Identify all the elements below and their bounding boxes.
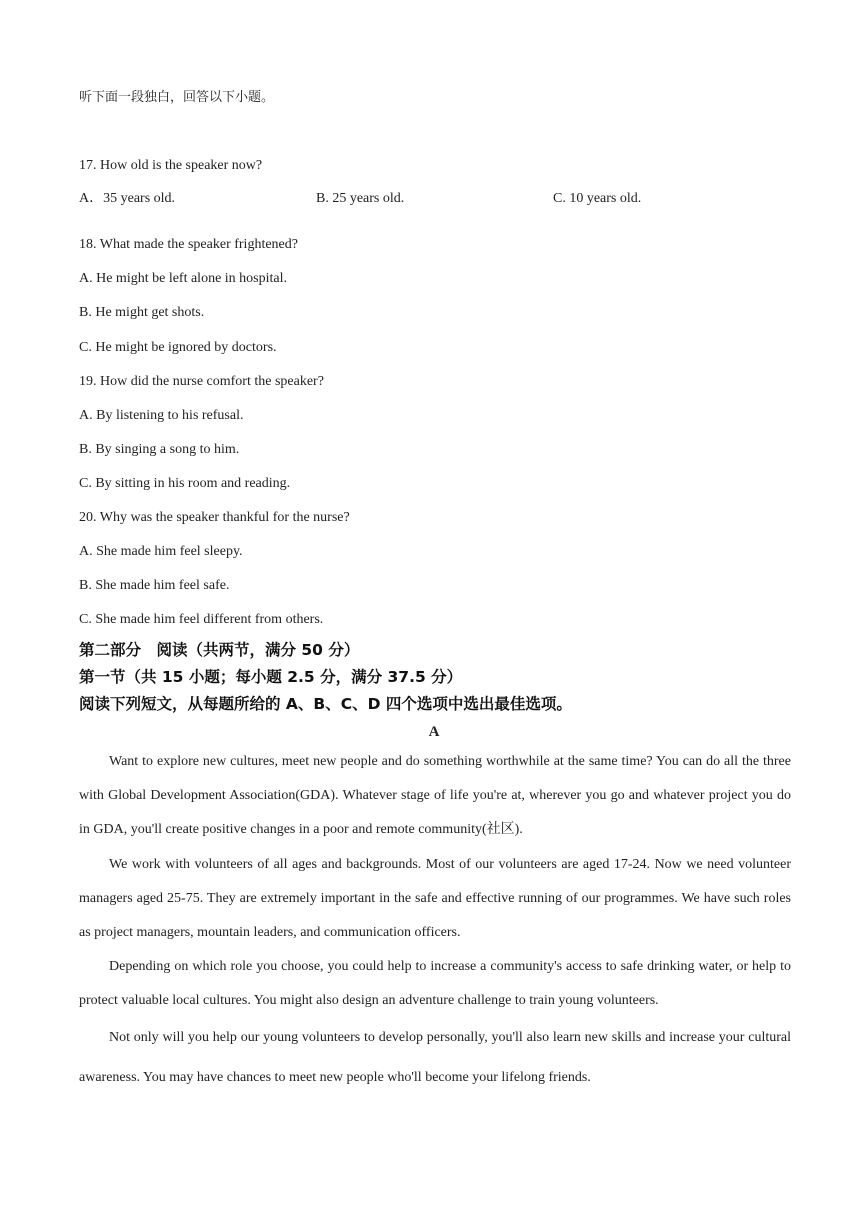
question-19-stem: 19. How did the nurse comfort the speaker? — [79, 374, 324, 389]
question-17-option-c: C. 10 years old. — [553, 191, 642, 206]
passage-paragraph: Depending on which role you choose, you could help to increase a community's access to safe drinking water, or help to protect valuable local cultures. You might also design an adventure challenge to train young volunteers. — [79, 959, 791, 1008]
question-18-stem: 18. What made the speaker frightened? — [79, 237, 298, 252]
part-heading: 第二部分 阅读（共两节，满分 50 分） — [79, 641, 360, 659]
passage-paragraph: Not only will you help our young volunteers to develop personally, you'll also learn new skills and increase your cultural awareness. You may have chances to meet new people who'll become your lifelong friends. — [79, 1030, 791, 1085]
question-18-option-a: A. He might be left alone in hospital. — [79, 271, 288, 286]
reading-instruction: 阅读下列短文，从每题所给的 A、B、C、D 四个选项中选出最佳选项。 — [79, 695, 572, 713]
question-20-stem: 20. Why was the speaker thankful for the nurse? — [79, 510, 350, 525]
question-18-option-c: C. He might be ignored by doctors. — [79, 340, 277, 355]
question-17-stem: 17. How old is the speaker now? — [79, 158, 263, 173]
passage-paragraph: We work with volunteers of all ages and backgrounds. Most of our volunteers are aged 17-24. Now we need volunteer managers aged 25-75. They are extremely important in the safe and effective running of our programmes. We have such roles as project managers, mountain leaders, and communication officers. — [79, 857, 791, 940]
question-19-option-c: C. By sitting in his room and reading. — [79, 476, 291, 491]
question-20-option-c: C. She made him feel different from others. — [79, 612, 324, 627]
question-20-option-a: A. She made him feel sleepy. — [79, 544, 243, 559]
question-17-option-b: B. 25 years old. — [316, 191, 405, 206]
question-18-option-b: B. He might get shots. — [79, 305, 205, 320]
question-19-option-b: B. By singing a song to him. — [79, 442, 240, 457]
question-20-option-b: B. She made him feel safe. — [79, 578, 230, 593]
subsection-heading: 第一节（共 15 小题；每小题 2.5 分，满分 37.5 分） — [79, 668, 463, 686]
question-17-option-a: A．35 years old. — [79, 191, 176, 206]
passage-paragraph: Want to explore new cultures, meet new people and do something worthwhile at the same time? You can do all the three with Global Development Association(GDA). Whatever stage of life you're at, wherever you go and whatever project you do in GDA, you'll create positive changes in a poor and remote community(社区). — [79, 754, 791, 837]
passage-label: A — [428, 724, 440, 740]
instruction-text: 听下面一段独白，回答以下小题。 — [79, 90, 275, 105]
question-19-option-a: A. By listening to his refusal. — [79, 408, 244, 423]
